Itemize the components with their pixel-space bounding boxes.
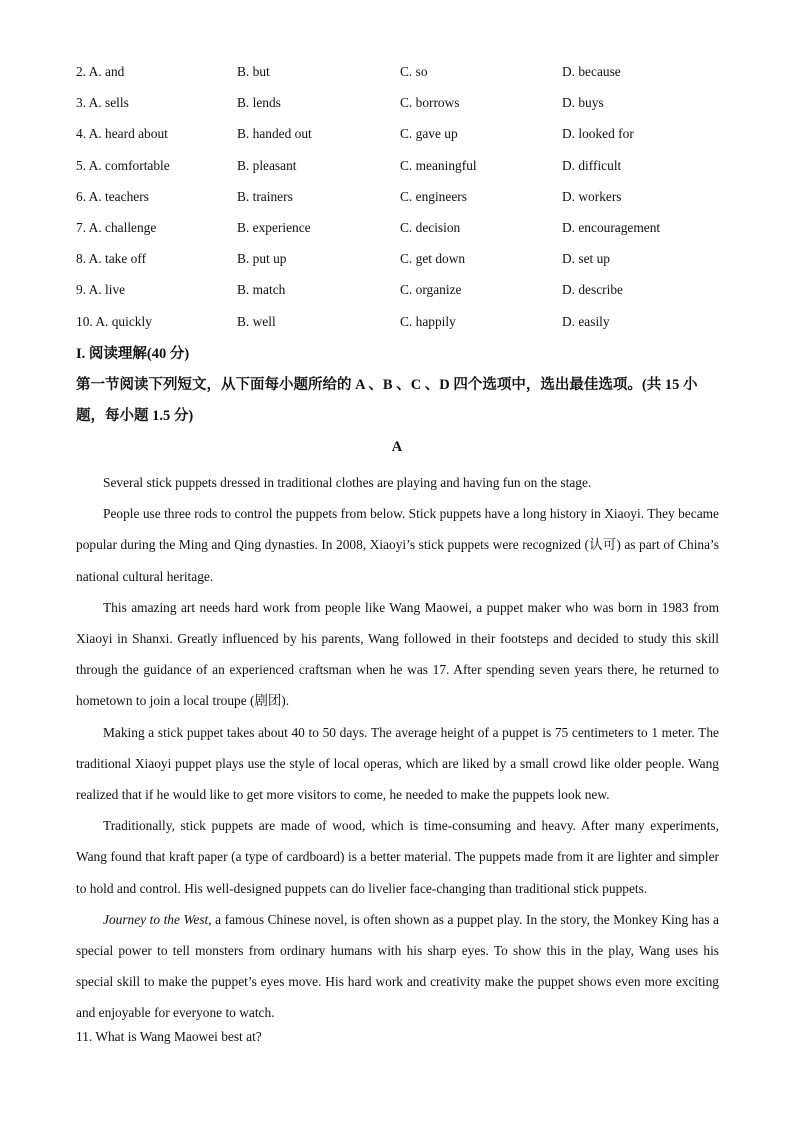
option-row (76, 187, 756, 218)
option-c: C. gave up (400, 126, 458, 142)
option-c: C. decision (400, 219, 461, 235)
option-d: D. because (562, 64, 621, 79)
paragraph: Several stick puppets dressed in traditional clothes are playing and having fun on the stage. (103, 475, 592, 490)
option-a: 8. A. take off (76, 251, 147, 267)
option-d: D. workers (562, 188, 622, 204)
option-d: D. difficult (562, 157, 622, 173)
option-row (76, 93, 756, 124)
option-d: D. encouragement (562, 219, 661, 235)
option-b: B. well (237, 313, 276, 329)
option-a: 6. A. teachers (76, 188, 149, 204)
passage-body (76, 467, 719, 1029)
question-text: 11. What is Wang Maowei best at? (76, 1029, 262, 1044)
option-table (76, 62, 756, 343)
option-c: C. meaningful (400, 157, 477, 173)
option-c: C. organize (400, 282, 462, 298)
option-b: B. handed out (237, 126, 312, 142)
option-a: 3. A. sells (76, 95, 129, 111)
option-c: C. happily (400, 313, 456, 329)
option-d: D. describe (562, 282, 623, 298)
option-b: B. but (237, 64, 270, 79)
option-c: C. borrows (400, 95, 460, 111)
option-row (76, 312, 756, 343)
option-d: D. easily (562, 313, 610, 329)
section-instruction: 第一节阅读下列短文，从下面每小题所给的 A 、B 、C 、D 四个选项中，选出最佳选项。(共 15 小题，每小题 1.5 分) (76, 377, 698, 424)
option-d: D. set up (562, 251, 610, 267)
option-c: C. get down (400, 251, 466, 267)
option-c: C. engineers (400, 188, 467, 204)
option-a: 4. A. heard about (76, 126, 168, 142)
option-row (76, 62, 756, 93)
option-d: D. buys (562, 95, 604, 111)
passage-title: A (391, 439, 403, 455)
option-d: D. looked for (562, 126, 634, 142)
option-c: C. so (400, 64, 428, 79)
paragraph: This amazing art needs hard work from people like Wang Maowei, a puppet maker who was born in 1983 from Xiaoyi in Shanxi. Greatly influenced by his parents, Wang followed in their footsteps and decided to study this skill through the guidance of an experienced craftsman when he was 17. After spending seven years there, he returned to hometown to join a local troupe (剧团). (76, 599, 719, 709)
option-b: B. pleasant (237, 157, 297, 173)
paragraph: Traditionally, stick puppets are made of wood, which is time-consuming and heavy. After many experiments, Wang found that kraft paper (a type of cardboard) is a better material. The puppets made from it are lighter and simpler to hold and control. His well-designed puppets can do livelier face-changing than traditional stick puppets. (76, 818, 719, 896)
option-a: 10. A. quickly (76, 313, 152, 329)
option-a: 2. A. and (76, 64, 125, 79)
paragraph-text: , a famous Chinese novel, is often shown as a puppet play. In the story, the Monkey King has a special power to tell monsters from ordinary humans with his sharp eyes. To show this in the play, Wang uses his special skill to make the puppet’s eyes move. His hard work and creativity make the puppet shows even more exciting and enjoyable for everyone to watch. (76, 911, 719, 1021)
option-b: B. trainers (237, 188, 293, 204)
section-heading: I. 阅读理解(40 分) (76, 346, 190, 362)
option-b: B. put up (237, 251, 287, 267)
paragraph: Making a stick puppet takes about 40 to 50 days. The average height of a puppet is 75 centimeters to 1 meter. The traditional Xiaoyi puppet plays use the style of local operas, which are liked by a small crowd like older people. Wang realized that if he would like to get more visitors to come, he needed to make the puppets look new. (76, 724, 719, 803)
novel-title: Journey to the West (103, 911, 209, 927)
paragraph: People use three rods to control the puppets from below. Stick puppets have a long history in Xiaoyi. They became popular during the Ming and Qing dynasties. In 2008, Xiaoyi’s stick puppets were recognized (认可) as part of China’s national cultural heritage. (76, 506, 719, 584)
option-b: B. experience (237, 219, 311, 235)
option-row (76, 124, 756, 155)
option-a: 9. A. live (76, 282, 126, 298)
option-row (76, 156, 756, 187)
option-b: B. lends (237, 95, 281, 111)
option-a: 5. A. comfortable (76, 157, 170, 173)
option-row (76, 280, 756, 311)
option-b: B. match (237, 282, 286, 298)
option-row (76, 249, 756, 280)
option-a: 7. A. challenge (76, 219, 157, 235)
paragraph (76, 904, 719, 1029)
option-row (76, 218, 756, 249)
